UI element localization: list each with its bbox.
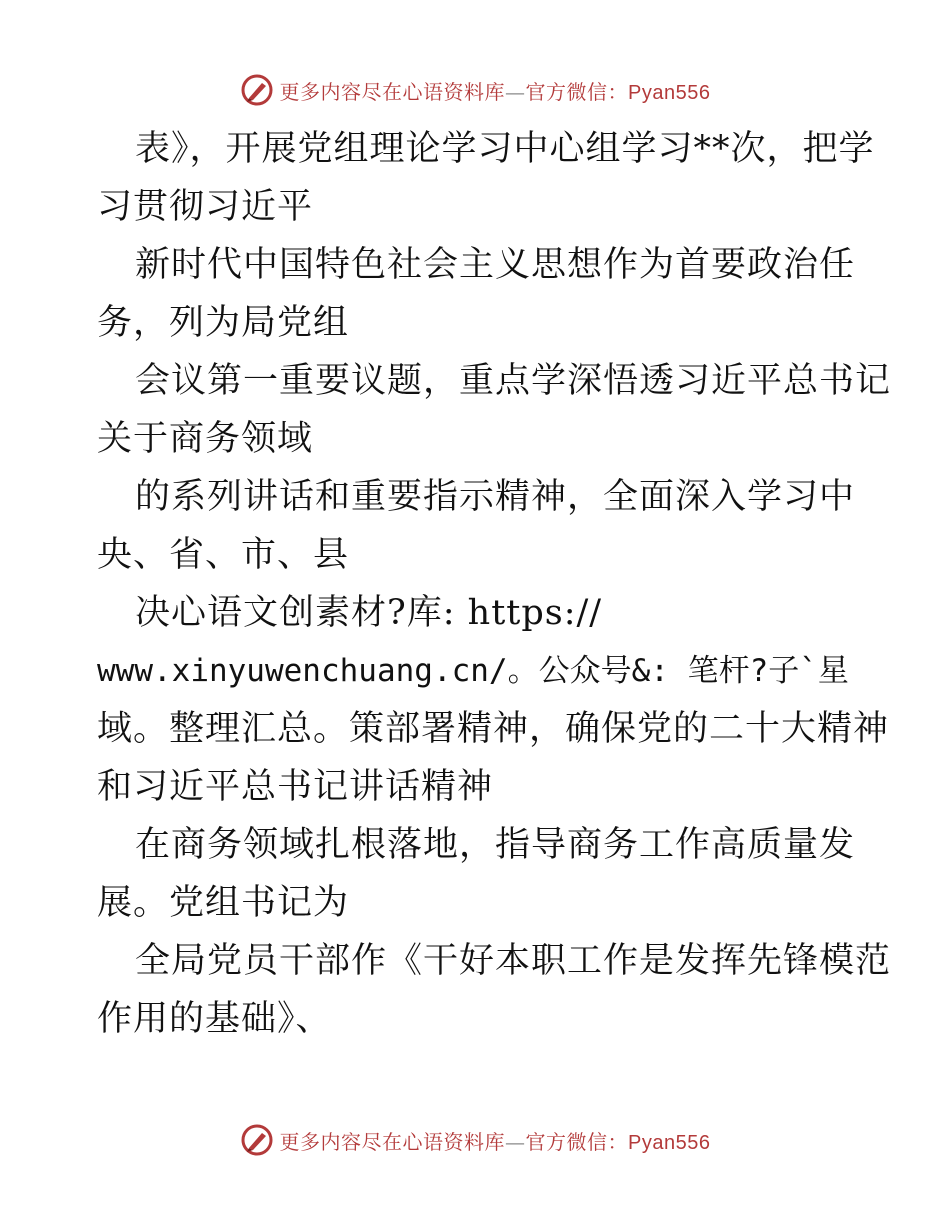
watermark-text: [280, 1126, 711, 1155]
watermark-wechat-label: 官方微信：: [525, 1129, 629, 1154]
watermark-wechat-label: 官方微信：: [525, 79, 629, 104]
body-line: 域。整理汇总。策部署精神，确保党的二十大精神: [97, 709, 890, 749]
body-line-url: www.xinyuwenchuang.cn/。公众号&: 笔杆?子`星: [97, 653, 849, 689]
header-watermark: [0, 70, 950, 110]
body-line: 央、省、市、县: [97, 535, 350, 575]
body-line: 关于商务领域: [97, 419, 314, 459]
body-line: 会议第一重要议题，重点学深悟透习近平总书记: [135, 361, 892, 401]
body-line: 全局党员干部作《干好本职工作是发挥先锋模范: [135, 941, 892, 981]
body-line: 和习近平总书记讲话精神: [97, 767, 494, 807]
watermark-separator: —: [505, 79, 526, 104]
body-line: 展。党组书记为: [97, 883, 350, 923]
footer-watermark: [0, 1120, 950, 1160]
watermark-main: 更多内容尽在心语资料库: [279, 1129, 506, 1154]
watermark-text: [280, 76, 711, 105]
body-line: 表》，开展党组理论学习中心组学习**次，把学: [135, 129, 875, 169]
watermark-separator: —: [505, 1129, 526, 1154]
body-line: 在商务领域扎根落地，指导商务工作高质量发: [135, 825, 856, 865]
body-line: 新时代中国特色社会主义思想作为首要政治任: [135, 245, 856, 285]
body-line: 习贯彻习近平: [97, 187, 314, 227]
body-line: 务，列为局党组: [97, 303, 350, 343]
pen-logo-icon: [240, 1123, 274, 1157]
pen-logo-icon: [240, 73, 274, 107]
body-line: 的系列讲话和重要指示精神，全面深入学习中: [135, 477, 856, 517]
watermark-main: 更多内容尽在心语资料库: [279, 79, 506, 104]
watermark-handle: Pyan556: [628, 1131, 711, 1154]
watermark-handle: Pyan556: [628, 81, 711, 104]
body-line: 作用的基础》、: [97, 999, 332, 1039]
body-line: 决心语文创素材?库: https://: [135, 593, 603, 633]
document-body: [97, 120, 892, 1048]
